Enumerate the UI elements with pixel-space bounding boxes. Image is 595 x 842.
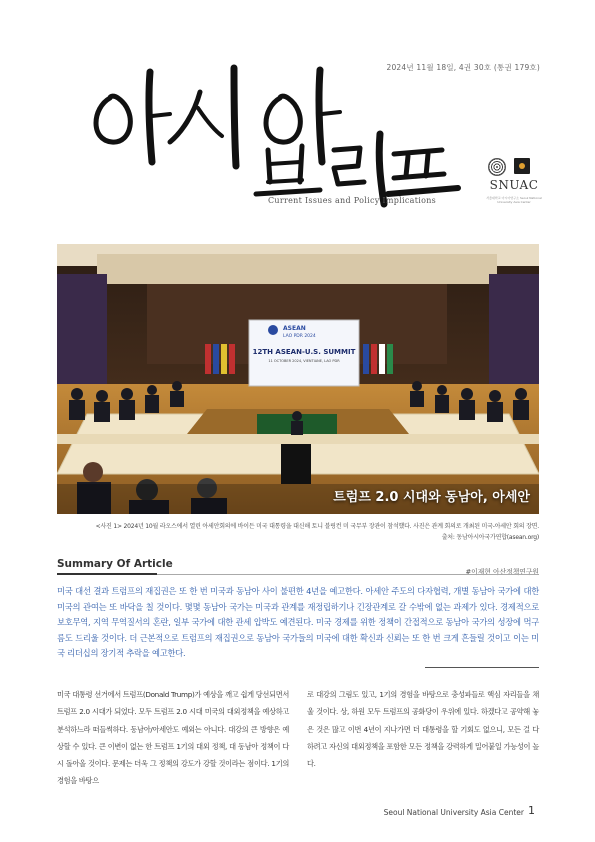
photo-overlay-title: 트럼프 2.0 시대와 동남아, 아세안 — [333, 490, 530, 505]
summary-heading: Summary Of Article — [57, 558, 173, 570]
masthead-subtitle: Current Issues and Policy Implications — [268, 196, 437, 205]
masthead-calligraphy — [88, 58, 468, 208]
summit-photo — [57, 244, 539, 514]
snuac-wordmark: SNUAC — [489, 178, 539, 192]
page-number: 1 — [528, 804, 535, 817]
section-divider-accent — [57, 573, 157, 575]
caption-line-1: <사진 1> 2024년 10월 라오스에서 열린 아세안회의에 바이든 미국 대통령을 대신해 토니 블링컨 미 국무부 장관이 참석했다. 사진은 관계 회의로 개최된 미국-아세안 회의 장면. — [95, 523, 539, 530]
author-line: #이재현 아산정책연구원 — [465, 568, 539, 576]
body-column-left: 미국 대통령 선거에서 트럼프(Donald Trump)가 예상을 깨고 쉽게 당선되면서 트럼프 2.0 시대가 되었다. 모두 트럼프 2.0 시대 미국의 대외정책을 예상하고 분석하느라 떠들썩하다. 동남아/아세안도 예외는 아니다. 대강의 큰 방향은 예상할 수 있다. 큰 이변이 없는 한 트럼프 1기의 대외 정책, 대 동남아 정책이 다시 돌아올 것이다. 문제는 더욱 그 정책의 강도가 강할 것이라는 점이다. 1기의 경험을 바탕으 — [57, 690, 289, 786]
screen-asean-text: ASEAN — [283, 325, 306, 332]
screen-date-text: 11 OCTOBER 2024, VIENTIANE, LAO PDR — [268, 359, 340, 363]
summary-text: 미국 대선 결과 트럼프의 재집권은 또 한 번 미국과 동남아 사이 불편한 4년을 예고한다. 아세안 주도의 다자협력, 개별 동남아 국가에 대한 미국의 관여는 또 바닥을 칠 것이다. 몇몇 동남아 국가는 미국과 관계를 재정립하기나 긴장관계로 갈 수밖에 없는 과제가 있다. 경제적으로 보호무역, 지역 무역질서의 혼란, 일부 국가에 대한 관세 압박도 예견된다. 미국 경제를 위한 정책이 간접적으로 동남아 국가의 성장에 먹구름도 드리울 것이다. 더 근본적으로 트럼프의 재집권으로 동남아 국가들의 미국에 대한 확신과 신뢰는 또 한 번 크게 흔들릴 것이고 이는 미국 리더십의 장기적 추락을 예고한다. — [57, 586, 539, 658]
snuac-logo — [486, 158, 542, 206]
summary-end-rule — [425, 667, 539, 668]
seal-icon — [488, 158, 506, 176]
photo-caption — [57, 522, 539, 543]
footer-organization: Seoul National University Asia Center — [383, 808, 524, 817]
body-column-right: 로 대강의 그림도 있고, 1기의 경험을 바탕으로 충성파들로 핵심 자리들을 채울 것이다. 상, 하원 모두 트럼프의 공화당이 우위에 있다. 하겠다고 공약해 놓은 것은 많고 이번 4년이 지나가면 더 대통령을 할 기회도 없으니, 모든 걸 다 하려고 자신의 대외정책을 포함한 모든 정책을 강력하게 밀어붙일 가능성이 높다. — [307, 690, 539, 769]
asia-center-emblem-icon — [514, 158, 530, 174]
snuac-small-text: 서울대학교 아시아연구소 Seoul National University Asia Center — [486, 196, 542, 204]
screen-lao-text: LAO PDR 2024 — [283, 334, 316, 339]
screen-summit-text: 12TH ASEAN-U.S. SUMMIT — [252, 348, 356, 356]
caption-source: 출처: 동남아시아국가연합(asean.org) — [441, 533, 539, 541]
issue-info: 2024년 11월 18일, 4권 30호 (통권 179호) — [386, 63, 540, 72]
